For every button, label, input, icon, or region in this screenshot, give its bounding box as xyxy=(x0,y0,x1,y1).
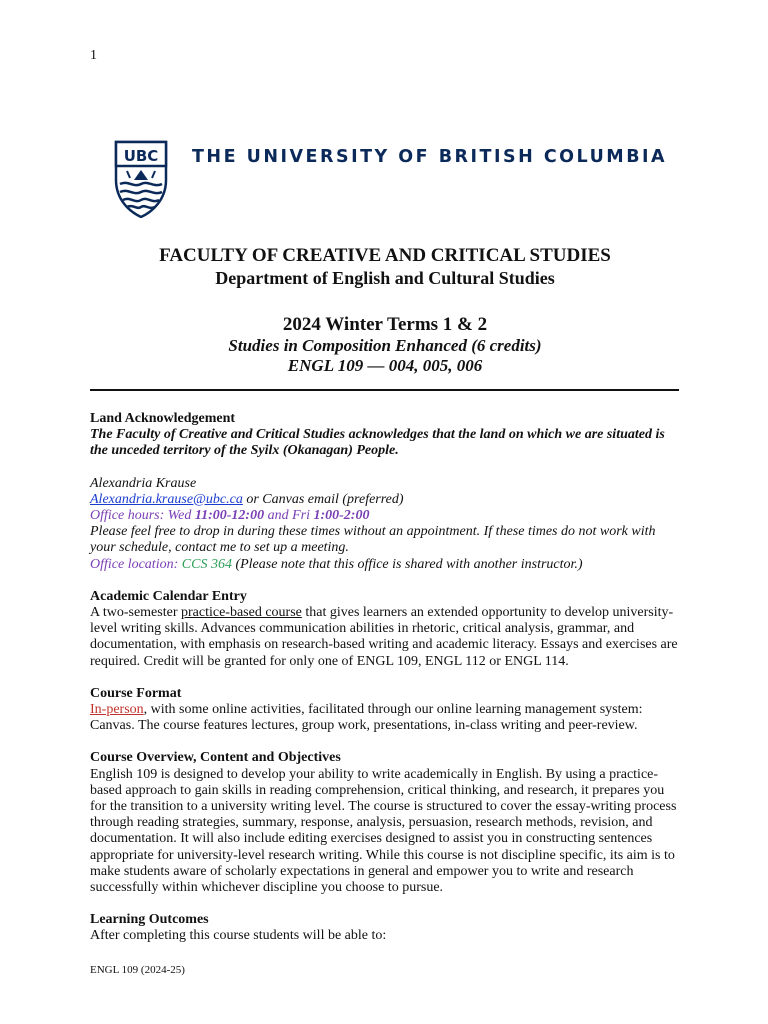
practice-based-course-link[interactable]: practice-based course xyxy=(180,605,302,621)
course-title-block xyxy=(90,244,680,376)
outcomes-heading: Learning Outcomes xyxy=(90,912,209,928)
in-person-link[interactable]: In-person xyxy=(90,702,144,718)
page-number: 1 xyxy=(90,48,97,63)
email-link[interactable]: Alexandria.krause@ubc.ca xyxy=(90,491,243,507)
faculty-title: FACULTY OF CREATIVE AND CRITICAL STUDIES xyxy=(159,245,611,266)
instructor-email-line: Alexandria.krause@ubc.ca or Canvas email (preferred) xyxy=(90,491,404,507)
office-hours: Office hours: Wed 11:00-12:00 and Fri 1:00-2:00 xyxy=(90,508,370,524)
term-title: 2024 Winter Terms 1 & 2 xyxy=(282,314,488,335)
instructor-name: Alexandria Krause xyxy=(90,475,197,491)
outcomes-text: After completing this course students will be able to: xyxy=(90,928,387,944)
drop-in-note: Please feel free to drop in during these times without an appointment. If these times do not work with your schedule, contact me to set up a meeting. xyxy=(90,524,656,556)
divider-line xyxy=(90,389,679,391)
university-name: THE UNIVERSITY OF BRITISH COLUMBIA xyxy=(192,147,668,167)
university-header xyxy=(114,140,674,220)
page-footer: ENGL 109 (2024-25) xyxy=(90,964,185,976)
calendar-text: A two-semester practice-based course that gives learners an extended opportunity to develop university-level writing skills. Advances communication abilities in rhetoric, critical analysis, grammar, and documentation, with emphasis on research-based writing and academic literacy. Essays and exercises are required. Credit will be granted for only one of ENGL 109, ENGL 112 or ENGL 114. xyxy=(90,605,678,669)
land-text: The Faculty of Creative and Critical Studies acknowledges that the land on which we are situated is the unceded territory of the Syilx (Okanagan) People. xyxy=(90,427,665,459)
office-location: Office location: CCS 364 (Please note that this office is shared with another instructor.) xyxy=(90,556,583,572)
calendar-heading: Academic Calendar Entry xyxy=(90,588,247,604)
overview-heading: Course Overview, Content and Objectives xyxy=(90,750,341,766)
format-heading: Course Format xyxy=(90,685,182,701)
format-text: In-person, with some online activities, facilitated through our online learning management system: Canvas. The course features lectures, group work, presentations, in-class writing and peer-review. xyxy=(90,702,643,734)
document-body xyxy=(90,411,682,945)
ubc-crest-icon xyxy=(114,140,168,218)
svg-text:UBC: UBC xyxy=(123,147,159,165)
department-title: Department of English and Cultural Studies xyxy=(215,268,555,288)
land-heading: Land Acknowledgement xyxy=(90,411,236,426)
course-name: Studies in Composition Enhanced (6 credits) xyxy=(228,336,542,355)
overview-text: English 109 is designed to develop your ability to write academically in English. By using a practice-based approach to gain skills in reading comprehension, critical thinking, and research, it prepares you for the transition to a university writing level. The course is structured to cover the essay-writing process through reading strategies, summary, response, analysis, persuasion, research methods, revision, and documentation. It will also include editing exercises designed to assist you in constructing sentences appropriate for university-level research writing. While this course is not discipline specific, its aim is to make students aware of scholarly expectations in general and empower you to write and research successfully within whichever discipline you choose to pursue. xyxy=(90,766,677,896)
course-code: ENGL 109 — 004, 005, 006 xyxy=(287,356,483,375)
